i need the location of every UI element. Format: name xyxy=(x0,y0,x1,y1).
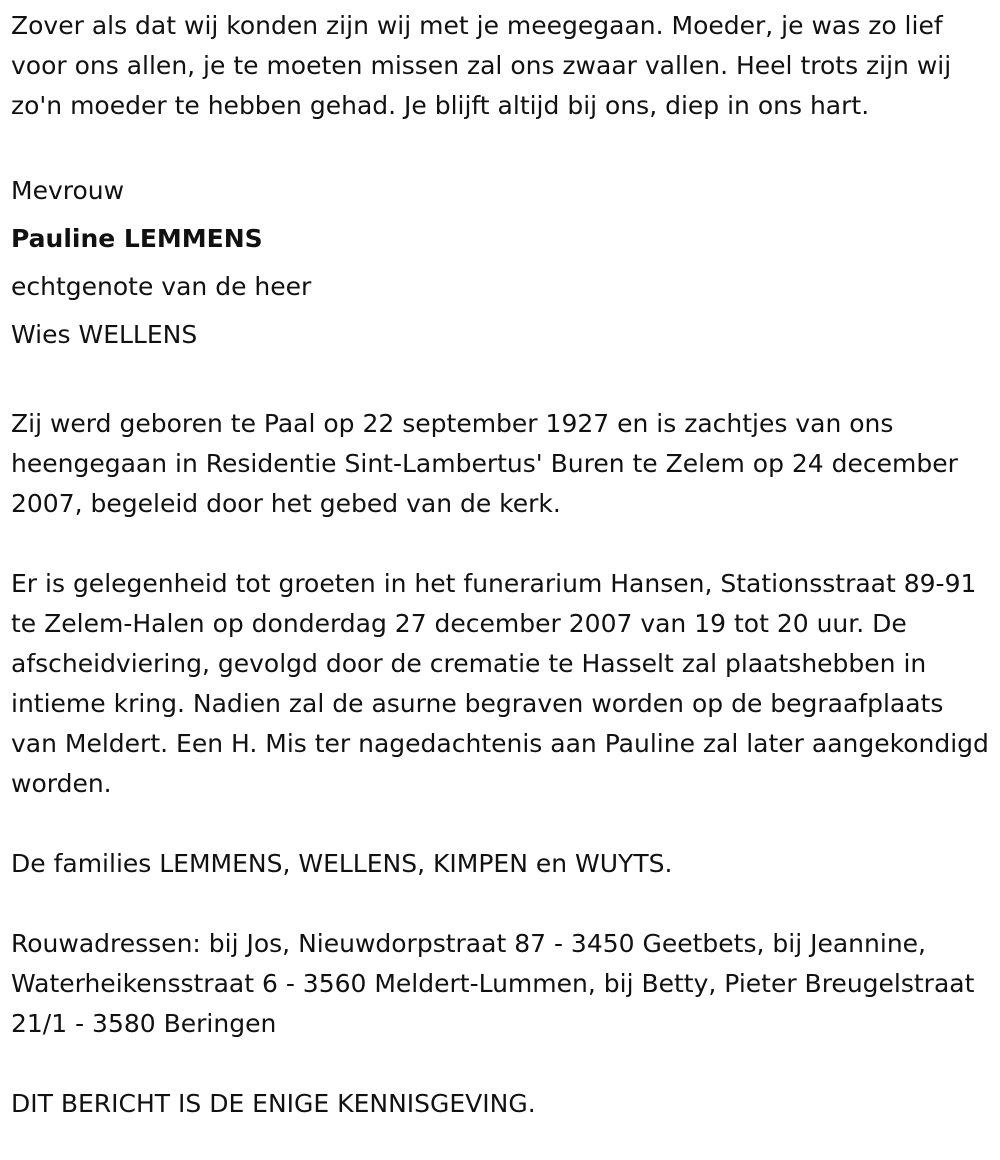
addresses-paragraph: Rouwadressen: bij Jos, Nieuwdorpstraat 87 - 3450 Geetbets, bij Jeannine, Waterheikensstraat 6 - 3560 Meldert-Lummen, bij Betty, Pieter Breugelstraat 21/1 - 3580 Beringen xyxy=(11,929,975,1038)
intro-paragraph: Zover als dat wij konden zijn wij met je meegegaan. Moeder, je was zo lief voor ons allen, je te moeten missen zal ons zwaar vallen. Heel trots zijn wij zo'n moeder te hebben gehad. Je blijft altijd bij ons, diep in ons hart. xyxy=(11,11,952,120)
arrangements-paragraph: Er is gelegenheid tot groeten in het funerarium Hansen, Stationsstraat 89-91 te Zelem-Halen op donderdag 27 december 2007 van 19 tot 20 uur. De afscheidviering, gevolgd door de crematie te Hasselt zal plaatshebben in intieme kring. Nadien zal de asurne begraven worden op de begraafplaats van Meldert. Een H. Mis ter nagedachtenis aan Pauline zal later aangekondigd worden. xyxy=(11,569,989,798)
birth-death-paragraph: Zij werd geboren te Paal op 22 september 1927 en is zachtjes van ons heengegaan in Residentie Sint-Lambertus' Buren te Zelem op 24 december 2007, begeleid door het gebed van de kerk. xyxy=(11,409,958,518)
spacer xyxy=(11,1044,995,1084)
deceased-block xyxy=(11,167,995,359)
deceased-name: Pauline LEMMENS xyxy=(11,224,263,253)
deceased-relation: echtgenote van de heer xyxy=(11,272,312,301)
spacer xyxy=(11,524,995,564)
spacer xyxy=(11,884,995,924)
deceased-title: Mevrouw xyxy=(11,176,125,205)
families-paragraph: De families LEMMENS, WELLENS, KIMPEN en WUYTS. xyxy=(11,849,673,878)
obituary-document xyxy=(11,6,995,1124)
spacer xyxy=(11,804,995,844)
spacer xyxy=(11,126,995,166)
notice-paragraph: DIT BERICHT IS DE ENIGE KENNISGEVING. xyxy=(11,1089,536,1118)
spacer xyxy=(11,364,995,404)
spouse-name: Wies WELLENS xyxy=(11,320,198,349)
